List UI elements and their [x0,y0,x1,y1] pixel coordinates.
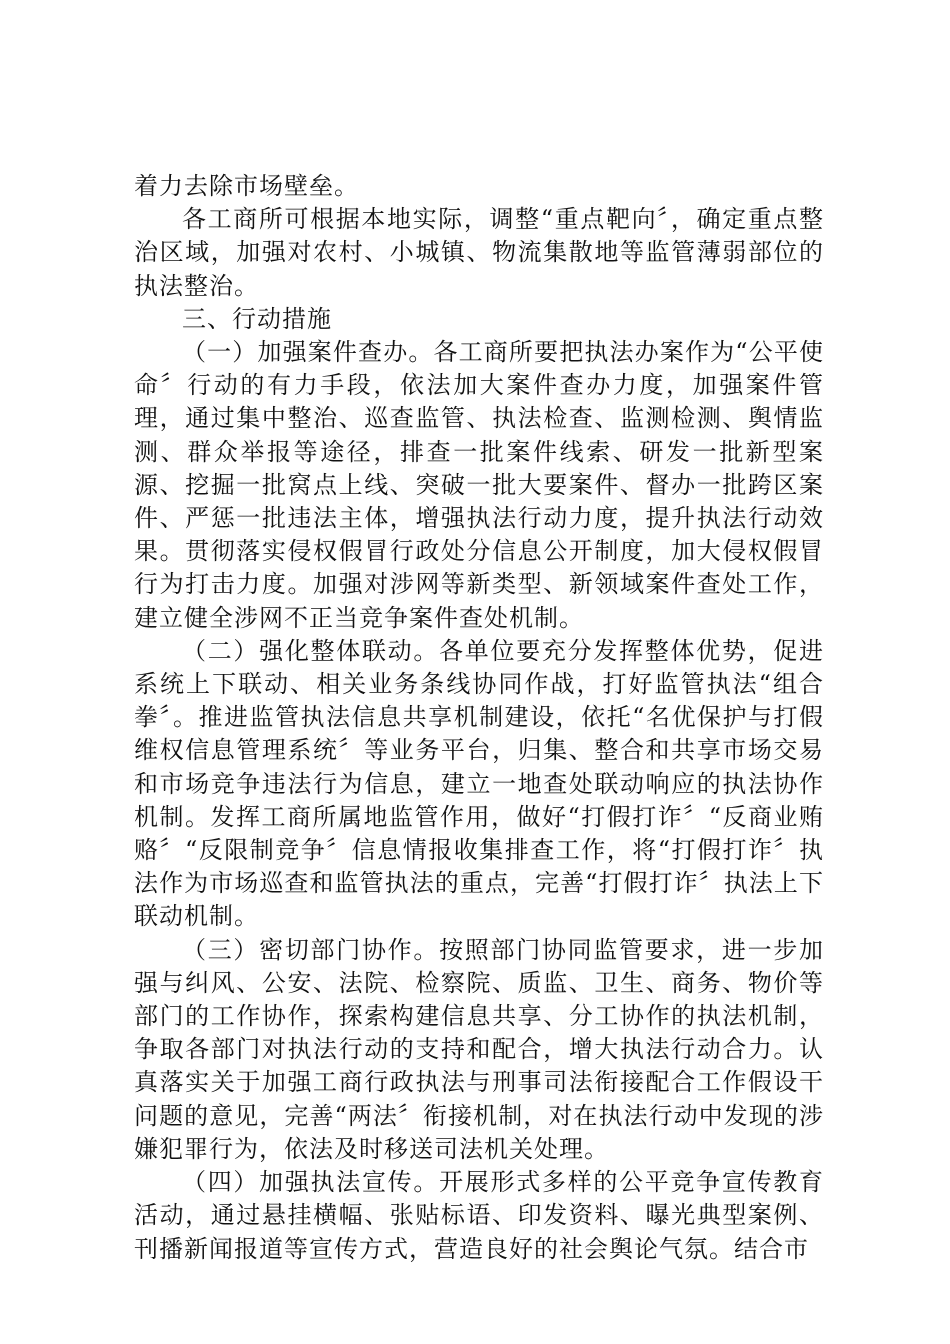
paragraph-department-cooperation: （三）密切部门协作。按照部门协同监管要求，进一步加强与纠风、公安、法院、检察院、质监、卫生、商务、物价等部门的工作协作，探索构建信息共享、分工协作的执法机制，争取各部门对执法行动的支持和配合，增大执法行动合力。认真落实关于加强工商行政执法与刑事司法衔接配合工作假设干问题的意见，完善“两法〞衔接机制，对在执法行动中发现的涉嫌犯罪行为，依法及时移送司法机关处理。 [134,935,824,1163]
paragraph-continuation: 着力去除市场壁垒。 [134,172,359,200]
paragraph-case-handling: （一）加强案件查办。各工商所要把执法办案作为“公平使命〞行动的有力手段，依法加大案件查办力度，加强案件管理，通过集中整治、巡查监管、执法检查、监测检测、舆情监测、群众举报等途径，排查一批案件线索、研发一批新型案源、挖掘一批窝点上线、突破一批大要案件、督办一批跨区案件、严惩一批违法主体，增强执法行动力度，提升执法行动效果。贯彻落实侵权假冒行政处分信息公开制度，加大侵权假冒行为打击力度。加强对涉网等新类型、新领域案件查处工作，建立健全涉网不正当竞争案件查处机制。 [134,338,824,632]
paragraph-law-enforcement-publicity: （四）加强执法宣传。开展形式多样的公平竞争宣传教育活动，通过悬挂横幅、张贴标语、印发资料、曝光典型案例、刊播新闻报道等宣传方式，营造良好的社会舆论气氛。结合市 [134,1168,824,1263]
document-body [134,170,824,1266]
paragraph-focus-areas: 各工商所可根据本地实际，调整“重点靶向〞，确定重点整治区域，加强对农村、小城镇、物流集散地等监管薄弱部位的执法整治。 [134,205,824,300]
section-heading-action-measures: 三、行动措施 [182,304,332,333]
paragraph-overall-linkage: （二）强化整体联动。各单位要充分发挥整体优势，促进系统上下联动、相关业务条线协同作战，打好监管执法“组合拳〞。推进监管执法信息共享机制建设，依托“名优保护与打假维权信息管理系统〞等业务平台，归集、整合和共享市场交易和市场竞争违法行为信息，建立一地查处联动响应的执法协作机制。发挥工商所属地监管作用，做好“打假打诈〞“反商业贿赂〞“反限制竞争〞信息情报收集排查工作，将“打假打诈〞执法作为市场巡查和监管执法的重点，完善“打假打诈〞执法上下联动机制。 [134,636,824,931]
